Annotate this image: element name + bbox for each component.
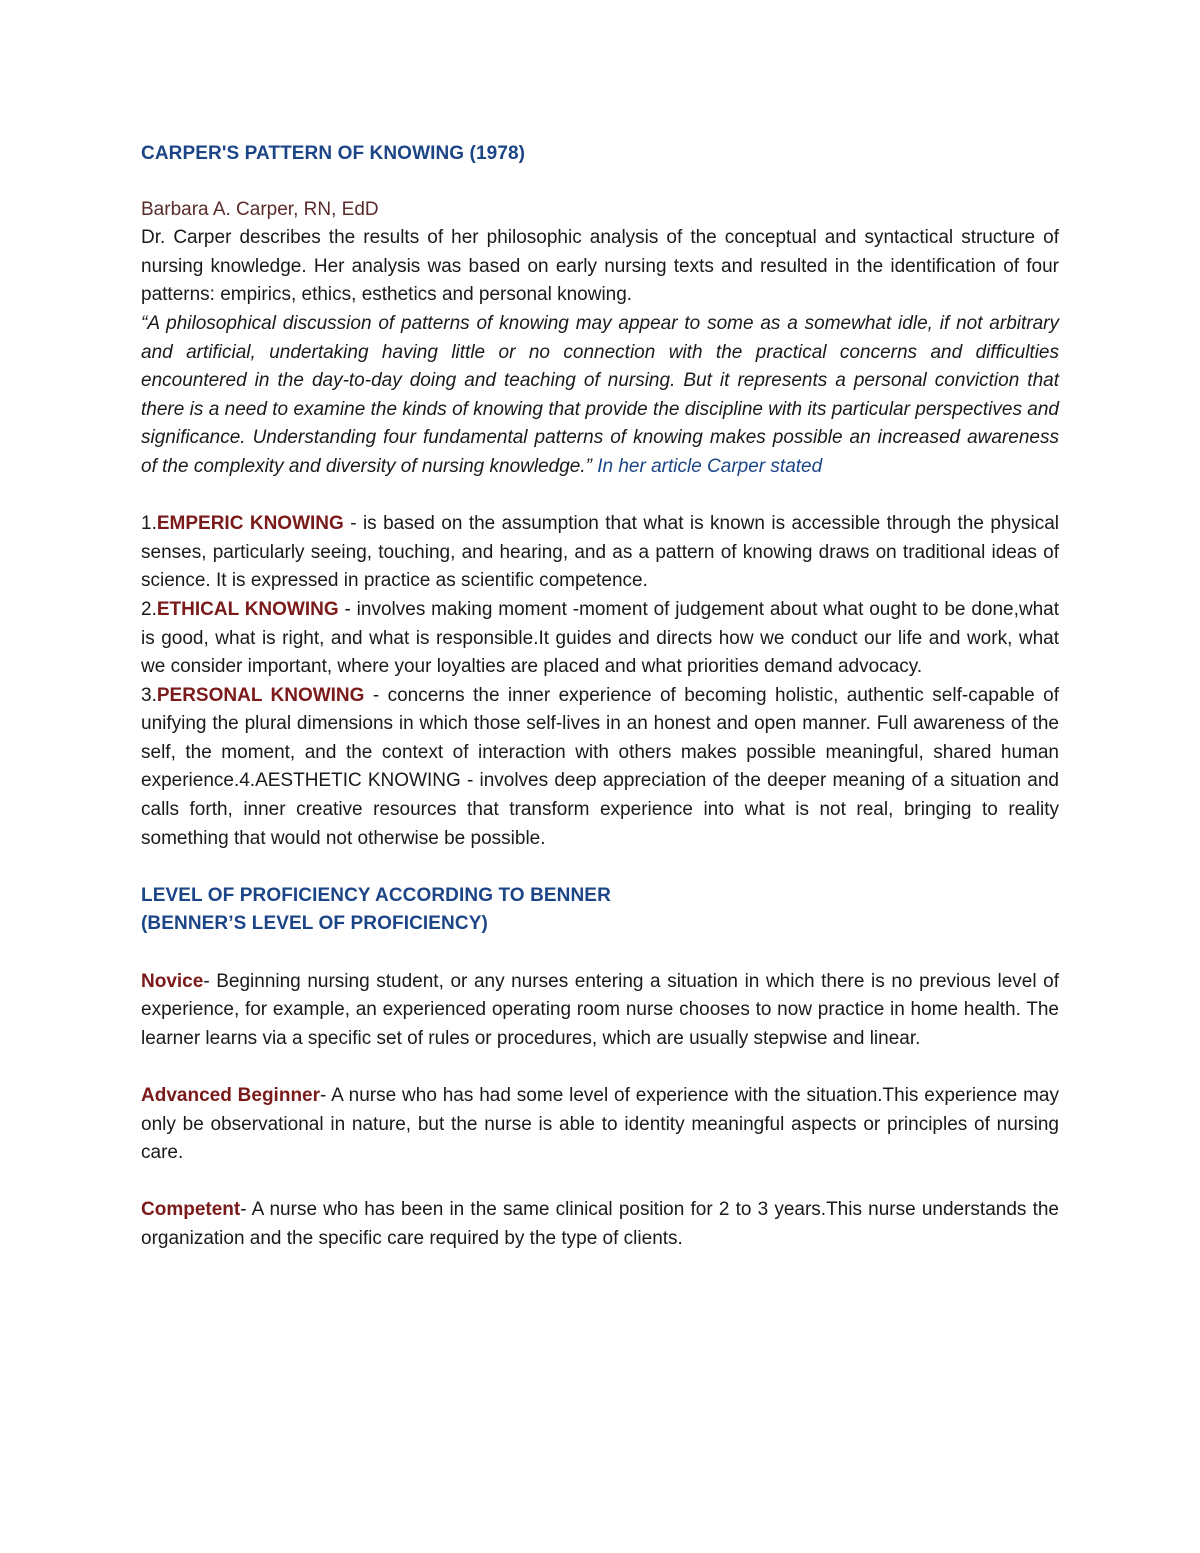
- pattern-item: [141, 596, 1059, 682]
- spacer: [141, 482, 1059, 511]
- pattern-item: [141, 682, 1059, 854]
- level-item-competent: [141, 1196, 1059, 1253]
- section-title-line2: (BENNER’S LEVEL OF PROFICIENCY): [141, 913, 488, 935]
- quote-paragraph: [141, 310, 1059, 482]
- quote-attribution: In her article Carper stated: [591, 455, 823, 477]
- level-term: Competent: [141, 1199, 241, 1221]
- level-text: - A nurse who has had some level of experience with the situation.This experience may only be observational in nature, but the nurse is able to identity meaningful aspects or principles of nursing care.: [141, 1085, 1059, 1164]
- level-term: Advanced Beginner: [141, 1085, 321, 1106]
- pattern-number: 2.: [141, 598, 157, 620]
- spacer: [141, 1168, 1059, 1197]
- section-title-line1: LEVEL OF PROFICIENCY ACCORDING TO BENNER: [141, 884, 611, 906]
- pattern-item: [141, 510, 1059, 596]
- pattern-text: - involves making moment -moment of judgement about what ought to be done,what is good, what is right, and what is responsible.It guides and directs how we conduct our life and work, what we consider important, where your loyalties are placed and what priorities demand advocacy.: [141, 598, 1059, 678]
- document-page: [141, 140, 1059, 1254]
- intro-paragraph: Dr. Carper describes the results of her philosophic analysis of the conceptual and syntactical structure of nursing knowledge. Her analysis was based on early nursing texts and resulted in the identification of four patterns: empirics, ethics, esthetics and personal knowing.: [141, 227, 1059, 306]
- pattern-number: 1.: [141, 513, 157, 535]
- level-item-advanced-beginner: [141, 1082, 1059, 1168]
- pattern-term: ETHICAL KNOWING: [156, 598, 339, 620]
- level-term: Novice: [141, 970, 204, 992]
- author-line: Barbara A. Carper, RN, EdD: [141, 198, 379, 220]
- pattern-text: - is based on the assumption that what is known is accessible through the physical senses, particularly seeing, touching, and hearing, and as a pattern of knowing draws on traditional ideas of science. It is expressed in practice as scientific competence.: [141, 513, 1059, 592]
- pattern-text: - concerns the inner experience of becoming holistic, authentic self-capable of unifying the plural dimensions in which those self-lives in an honest and open manner. Full awareness of the self, the moment, and the context of interaction with others makes possible meaningful, shared human experience.4.AESTHETIC KNOWING - involves deep appreciation of the deeper meaning of a situation and calls forth, inner creative resources that transform experience into what is not real, bringing to reality something that would not otherwise be possible.: [141, 684, 1060, 849]
- quote-text: “A philosophical discussion of patterns of knowing may appear to some as a somewhat idle, if not arbitrary and artificial, undertaking having little or no connection with the practical concerns and difficulties encountered in the day-to-day doing and teaching of nursing. But it represents a personal conviction that there is a need to examine the kinds of knowing that provide the discipline with its particular perspectives and significance. Understanding four fundamental patterns of knowing makes possible an increased awareness of the complexity and diversity of nursing knowledge.”: [141, 312, 1059, 477]
- pattern-term: EMPERIC KNOWING: [156, 513, 344, 535]
- spacer: [141, 1053, 1059, 1082]
- spacer: [141, 939, 1059, 968]
- pattern-number: 3.: [141, 684, 157, 706]
- level-text: - A nurse who has been in the same clinical position for 2 to 3 years.This nurse understands the organization and the specific care required by the type of clients.: [141, 1199, 1059, 1249]
- section-title-benner: [141, 882, 1059, 939]
- level-text: - Beginning nursing student, or any nurses entering a situation in which there is no previous level of experience, for example, an experienced operating room nurse chooses to now practice in home health. The learner learns via a specific set of rules or procedures, which are usually stepwise and linear.: [141, 970, 1059, 1049]
- pattern-term: PERSONAL KNOWING: [156, 684, 365, 706]
- spacer: [141, 853, 1059, 882]
- section-title-carper: CARPER'S PATTERN OF KNOWING (1978): [141, 143, 526, 164]
- level-item-novice: [141, 968, 1059, 1054]
